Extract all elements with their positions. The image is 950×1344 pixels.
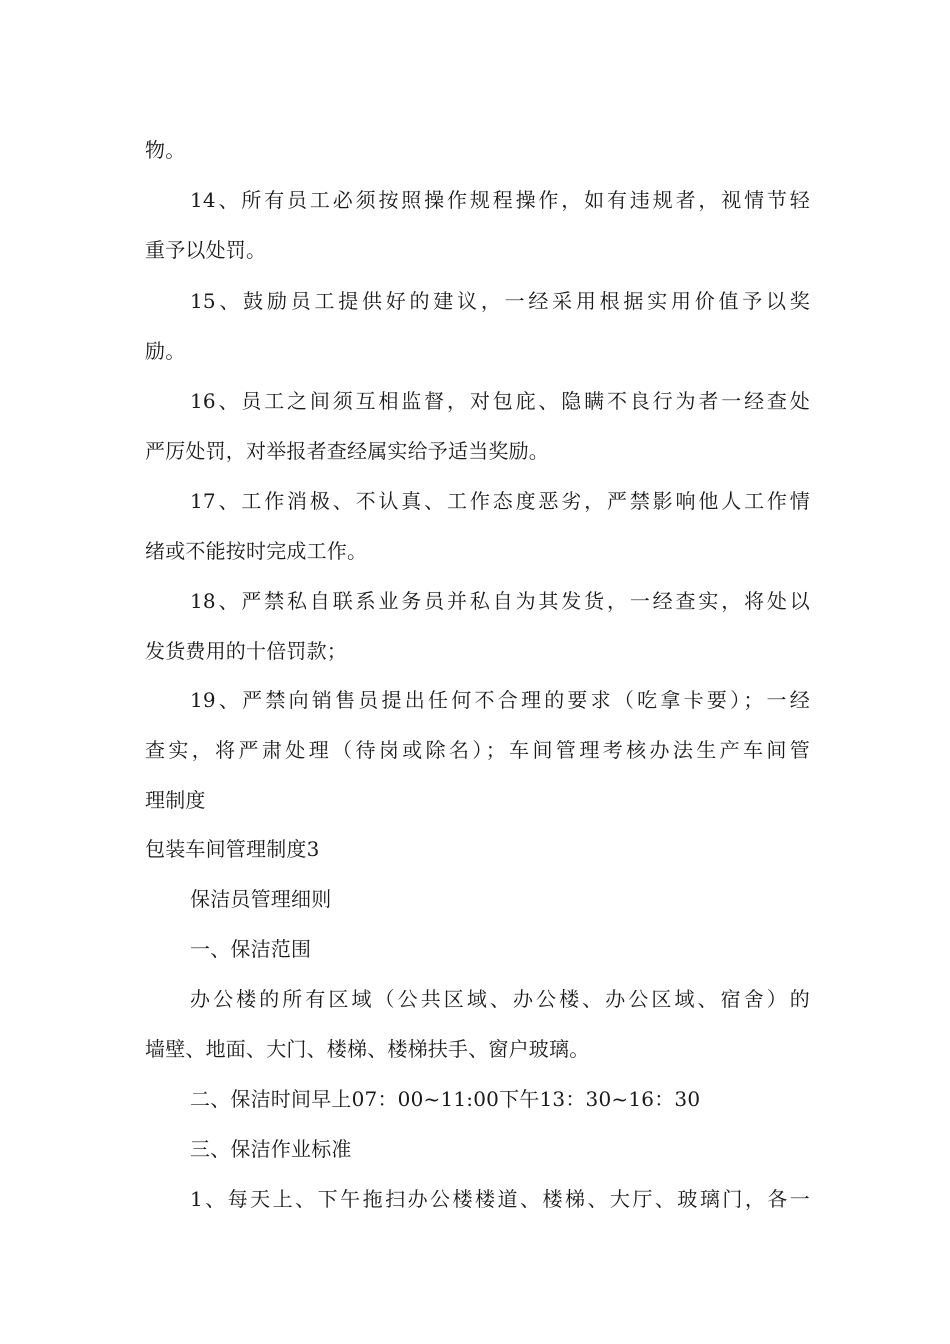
text-line: 二、保洁时间早上07：00~11:00下午13：30~16：30 [190, 1087, 701, 1111]
text-line: 办公楼的所有区域（公共区域、办公楼、办公区域、宿舍）的 [190, 987, 810, 1011]
text-line: 墙壁、地面、大门、楼梯、楼梯扶手、窗户玻璃。 [145, 1037, 590, 1061]
subsection-heading: 三、保洁作业标准 [190, 1137, 352, 1161]
text-line: 绪或不能按时完成工作。 [145, 539, 368, 563]
text-line: 16、员工之间须互相监督，对包庇、隐瞒不良行为者一经查处 [190, 389, 810, 413]
section-heading: 包装车间管理制度3 [145, 837, 320, 861]
text-line: 严厉处罚，对举报者查经属实给予适当奖励。 [145, 439, 549, 463]
text-line: 19、严禁向销售员提出任何不合理的要求（吃拿卡要）；一经 [190, 688, 810, 712]
text-line: 18、严禁私自联系业务员并私自为其发货，一经查实，将处以 [190, 589, 810, 613]
text-line: 重予以处罚。 [145, 238, 267, 262]
text-line: 发货费用的十倍罚款； [145, 639, 347, 663]
text-line: 查实，将严肃处理（待岗或除名）；车间管理考核办法生产车间管 [145, 738, 810, 762]
text-line: 14、所有员工必须按照操作规程操作，如有违规者，视情节轻 [190, 188, 810, 212]
text-line: 1、每天上、下午拖扫办公楼楼道、楼梯、大厅、玻璃门，各一 [190, 1187, 810, 1211]
text-line: 17、工作消极、不认真、工作态度恶劣，严禁影响他人工作情 [190, 489, 810, 513]
subsection-heading: 一、保洁范围 [190, 937, 312, 961]
text-line: 励。 [145, 339, 186, 363]
text-line: 15、鼓励员工提供好的建议，一经采用根据实用价值予以奖 [190, 289, 810, 313]
subsection-heading: 保洁员管理细则 [190, 887, 332, 911]
text-line: 物。 [145, 138, 186, 162]
text-line: 理制度 [145, 788, 206, 812]
